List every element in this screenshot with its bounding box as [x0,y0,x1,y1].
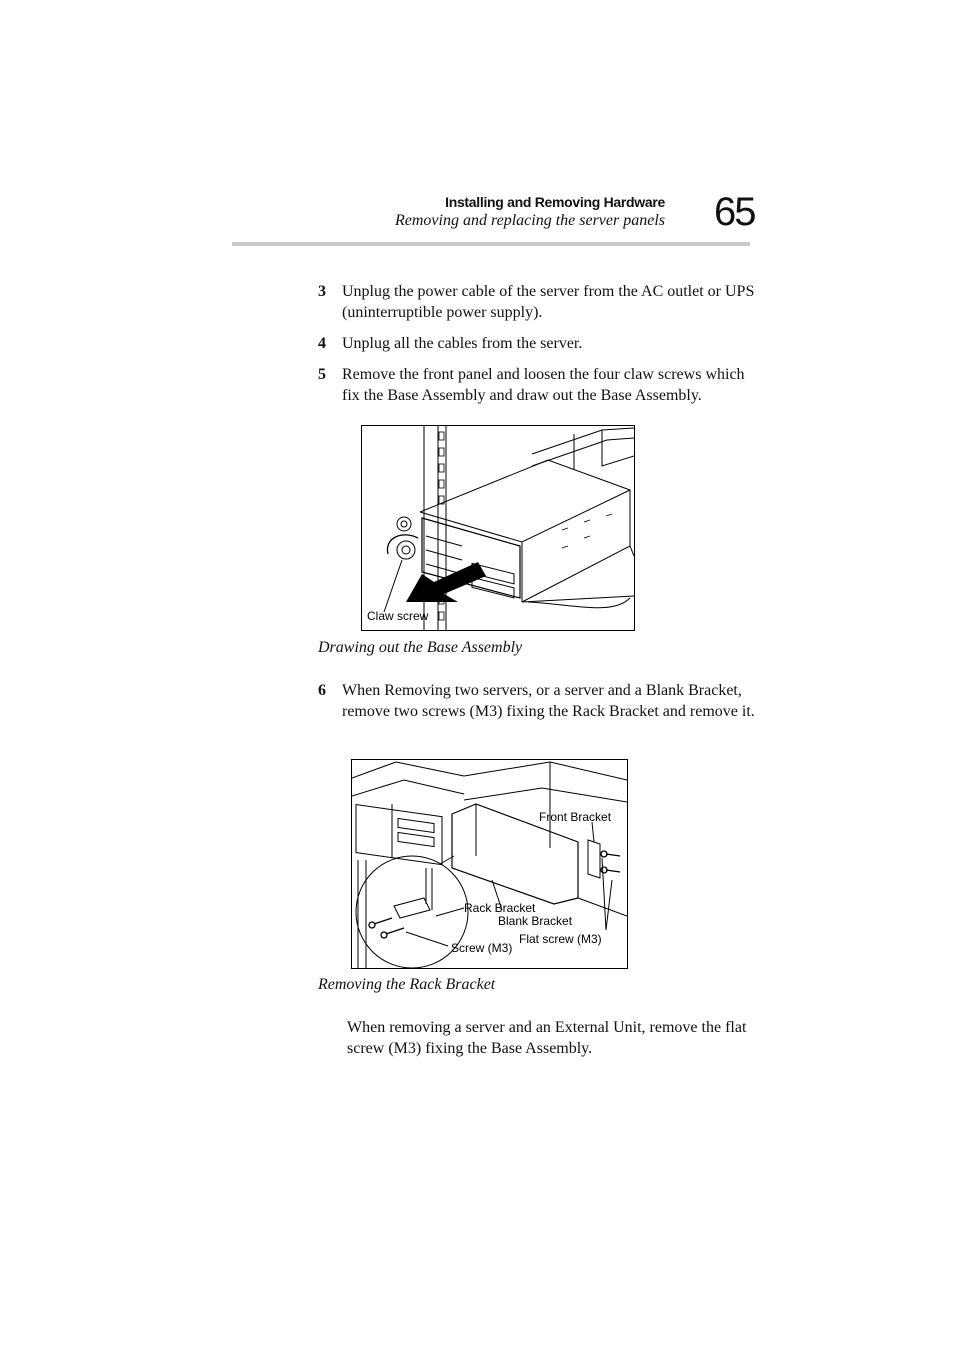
header-rule [232,242,750,246]
figure2-caption: Removing the Rack Bracket [318,976,496,993]
label-rack-bracket: Rack Bracket [464,901,536,915]
figure-removing-rack-bracket [351,759,628,969]
step-5 [318,364,758,406]
step-3 [318,281,758,323]
step-4 [318,333,758,354]
step-text: Unplug the power cable of the server from the AC outlet or UPS (uninterruptible power supply). [342,283,755,321]
label-blank-bracket: Blank Bracket [498,914,573,928]
figure-drawing-out-base-assembly [361,425,635,631]
section-title: Installing and Removing Hardware [445,194,665,210]
step-6 [318,680,758,722]
step-text: When Removing two servers, or a server and a Blank Bracket, remove two screws (M3) fixing the Rack Bracket and remove it. [342,682,755,720]
page-number: 65 [714,190,755,234]
server-rack-illustration [362,426,634,630]
subsection-title: Removing and replacing the server panels [394,212,665,229]
step-text: Remove the front panel and loosen the four claw screws which fix the Base Assembly and draw out the Base Assembly. [342,366,745,404]
step-text: Unplug all the cables from the server. [342,335,583,352]
step-number: 3 [318,283,326,300]
figure1-caption: Drawing out the Base Assembly [318,639,523,656]
label-flat-screw: Flat screw (M3) [519,932,602,946]
step-number: 5 [318,366,326,383]
note-paragraph: When removing a server and an External Unit, remove the flat screw (M3) fixing the Base Assembly. [347,1019,747,1057]
step-number: 4 [318,335,326,352]
label-front-bracket: Front Bracket [539,810,612,824]
label-screw: Screw (M3) [451,941,513,955]
step-number: 6 [318,682,326,699]
label-claw-screw: Claw screw [367,609,429,623]
rack-bracket-illustration [352,760,627,968]
